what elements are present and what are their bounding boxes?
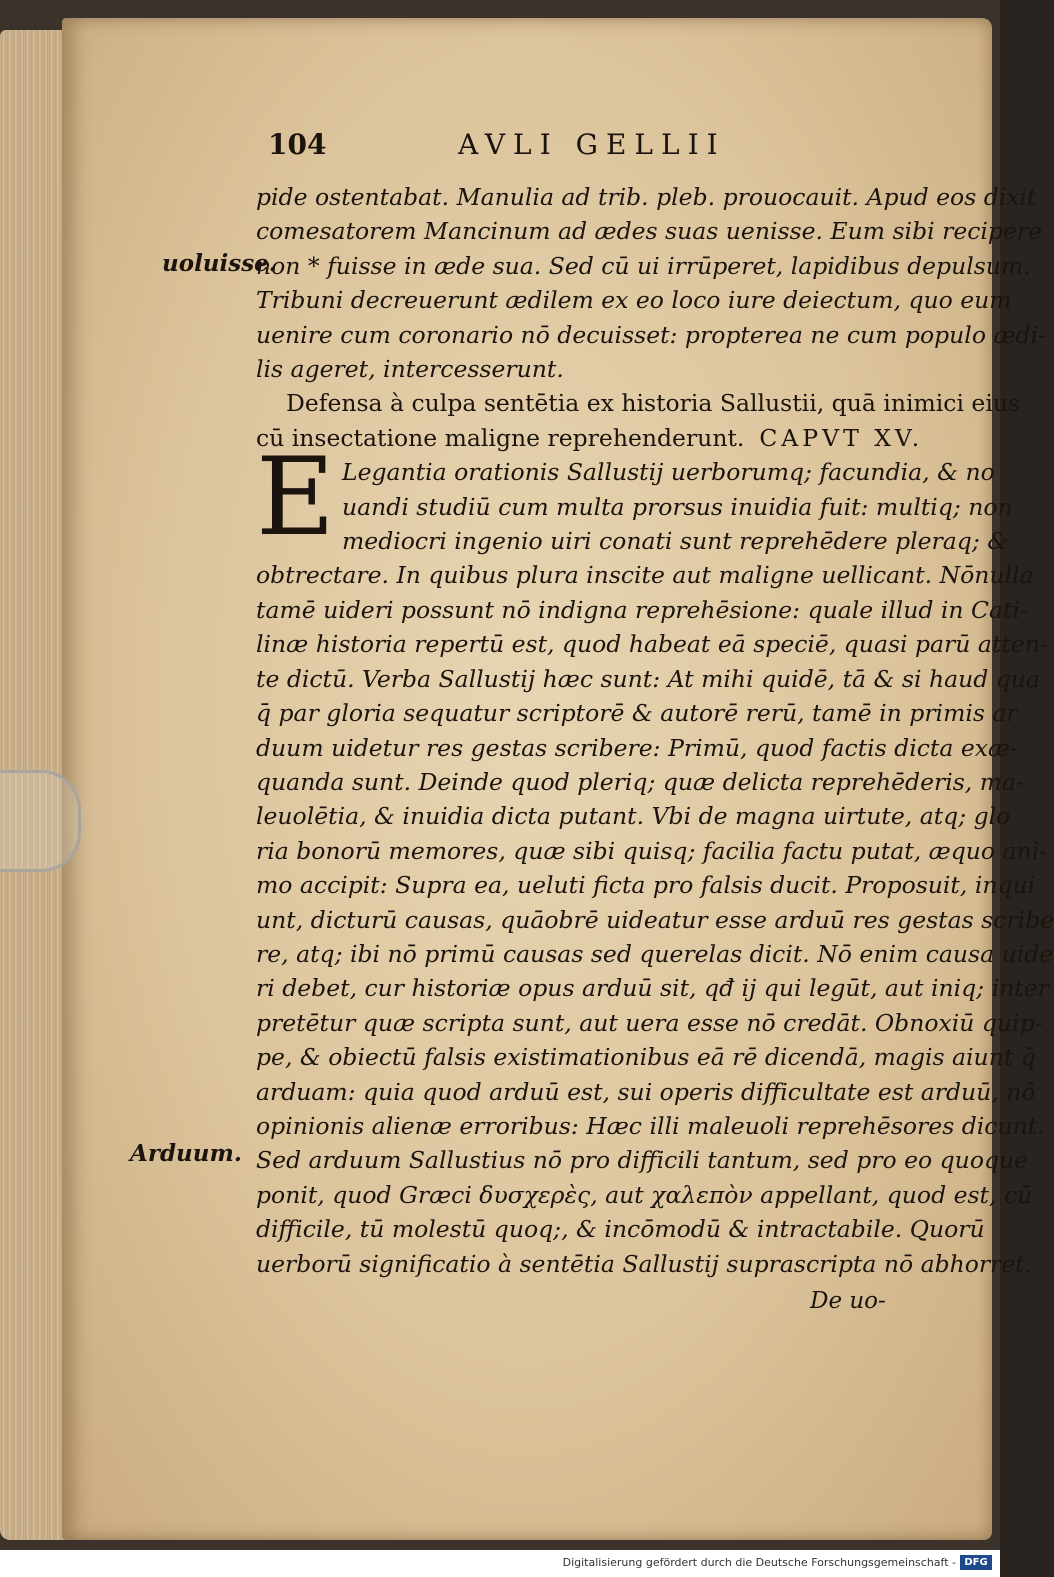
- text-line: mo accipit: Supra ea, ueluti ficta pro falsis ducit. Proposuit, inqui: [256, 871, 1036, 900]
- page-clip: [0, 770, 81, 872]
- text-line: obtrectare. In quibus plura inscite aut maligne uellicant. Nōnulla: [256, 561, 1034, 590]
- running-title: AVLI GELLII: [458, 128, 726, 161]
- folio-number: 104: [268, 128, 327, 161]
- text-line: unt, dicturū causas, quāobrē uideatur esse arduū res gestas scribe: [256, 905, 1054, 934]
- text-line: non * fuisse in æde sua. Sed cū ui irrūperet, lapidibus depulsum.: [256, 251, 1031, 280]
- text-line: Sed arduum Sallustius nō pro difficili tantum, sed pro eo quoque: [256, 1146, 1029, 1175]
- text-line: duum uidetur res gestas scribere: Primū, quod factis dicta exæ-: [256, 733, 1019, 762]
- text-line: re, atq; ibi nō primū causas sed querelas dicit. Nō enim causa uide: [256, 939, 1054, 968]
- text-line: mediocri ingenio uiri conati sunt reprehēdere pleraq; &: [342, 527, 1009, 556]
- text-line: pide ostentabat. Manulia ad trib. pleb. prouocauit. Apud eos dixit: [256, 183, 1037, 211]
- margin-note: Arduum.: [130, 1140, 242, 1167]
- text-line: te dictū. Verba Sallustij hæc sunt: At mihi quidē, tā & si haud qua: [256, 664, 1040, 693]
- chapter-label: CAPVT XV.: [759, 423, 924, 452]
- margin-note: uoluisse.: [162, 250, 277, 277]
- text-line: pretētur quæ scripta sunt, aut uera esse nō credāt. Obnoxiū quip-: [256, 1008, 1043, 1037]
- text-line: ria bonorū memores, quæ sibi quisq; facilia factu putat, æquo ani-: [256, 836, 1048, 865]
- decorated-initial: E: [256, 435, 335, 561]
- text-line: arduam: quia quod arduū est, sui operis difficultate est arduū, nō: [256, 1077, 1036, 1106]
- chapter-heading-line: Defensa à culpa sentētia ex historia Sallustii, quā inimici eius: [286, 389, 1021, 418]
- text-line: opinionis alienæ erroribus: Hæc illi maleuoli reprehēsores dicunt.: [256, 1111, 1045, 1140]
- funding-credit: Digitalisierung gefördert durch die Deutsche Forschungsgemeinschaft -: [562, 1556, 956, 1569]
- text-line: ponit, quod Græci δυσχερὲς, aut χαλεπὸν appellant, quod est, cū: [256, 1180, 1033, 1209]
- text-line: quanda sunt. Deinde quod pleriq; quæ delicta reprehēderis, ma-: [256, 767, 1024, 796]
- chapter-heading-line: [256, 421, 924, 455]
- text-line: uandi studiū cum multa prorsus inuidia fuit: multiq; non: [342, 492, 1013, 521]
- footer-bar: [0, 1550, 1000, 1577]
- text-line: difficile, tū molestū quoq;, & incōmodū & intractabile. Quorū: [256, 1215, 985, 1244]
- text-line: pe, & obiectū falsis existimationibus eā rē dicendā, magis aiunt q̄: [256, 1043, 1036, 1072]
- text-line: uenire cum coronario nō decuisset: propterea ne cum populo ædi-: [256, 320, 1047, 349]
- text-line: tamē uideri possunt nō indigna reprehēsione: quale illud in Cati-: [256, 595, 1028, 624]
- text-line: uerborū significatio à sentētia Sallustij suprascripta nō abhorret.: [256, 1249, 1033, 1278]
- text-line: Tribuni decreuerunt ædilem ex eo loco iure deiectum, quo eum: [256, 286, 1012, 315]
- text-line: Legantia orationis Sallustij uerborumq; facundia, & no: [342, 458, 995, 487]
- catchword: De uo-: [810, 1288, 886, 1314]
- text-line: lis ageret, intercesserunt.: [256, 355, 564, 384]
- page-header: [268, 128, 788, 168]
- chapter-heading-text: cū insectatione maligne reprehenderunt.: [256, 423, 745, 452]
- text-line: leuolētia, & inuidia dicta putant. Vbi de magna uirtute, atq; glo: [256, 802, 1011, 831]
- text-line: q̄ par gloria sequatur scriptorē & autorē rerū, tamē in primis ar: [256, 699, 1018, 728]
- dfg-logo: DFG: [960, 1555, 992, 1570]
- text-line: comesatorem Mancinum ad ædes suas uenisse. Eum sibi recipere: [256, 217, 1043, 246]
- body-text: [256, 180, 1054, 1281]
- text-line: ri debet, cur historiæ opus arduū sit, qđ ij qui legūt, aut iniq; inter: [256, 974, 1049, 1003]
- text-line: linæ historia repertū est, quod habeat eā speciē, quasi parū atten-: [256, 630, 1048, 659]
